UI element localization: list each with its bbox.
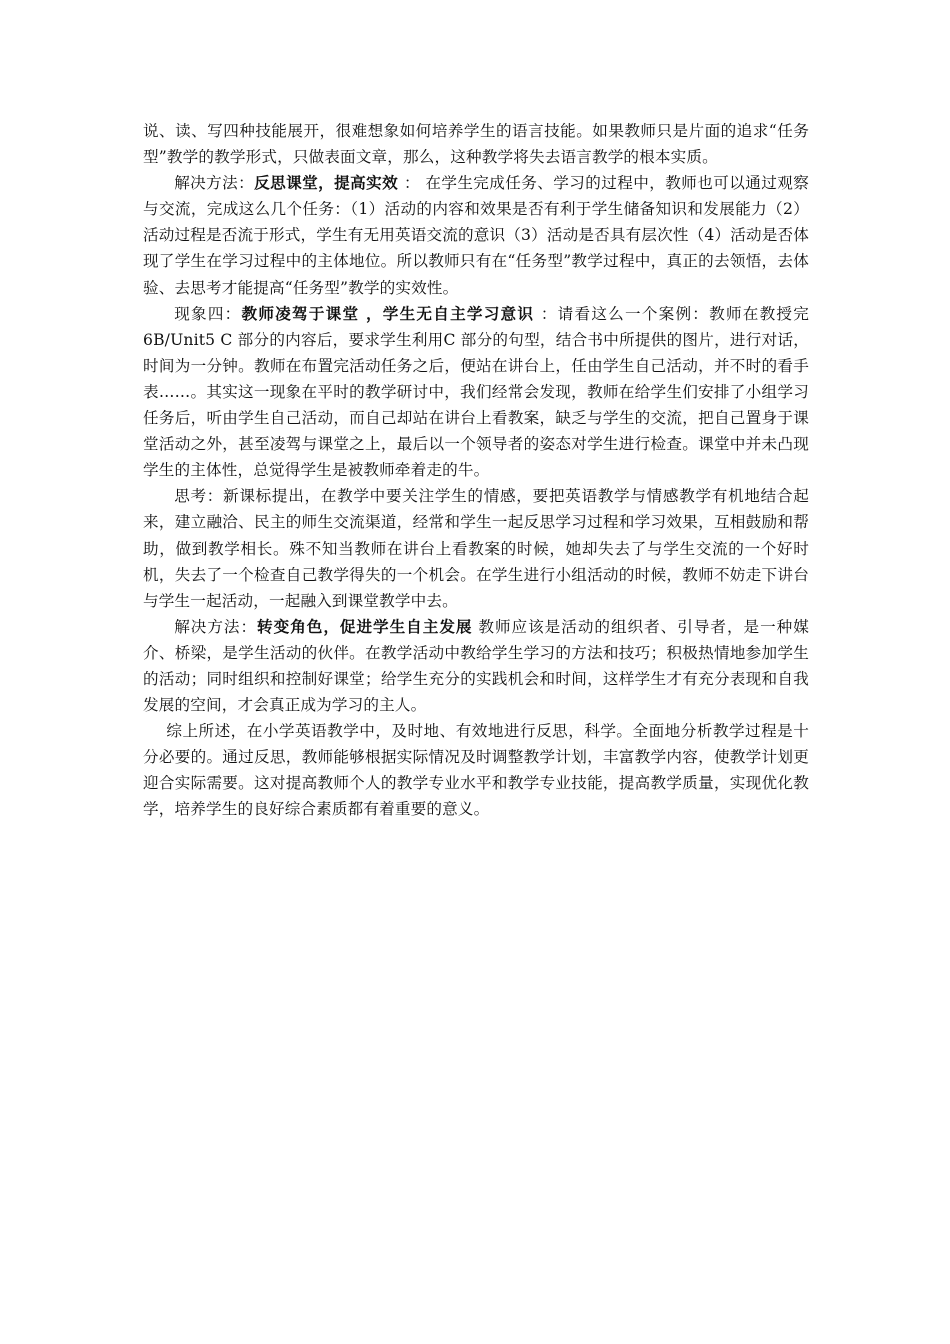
paragraph-text: ：请看这么一个案例：教师在教授完6B/Unit5 C 部分的内容后，要求学生利用C 部分的句型，结合书中所提供的图片，进行对话，时间为一分钟。教师在布置完活动任务之后，便站在讲台上，任由学生自己活动，并不时的看手表……。其实这一现象在平时的教学研讨中，我们经常会发现，教师在给学生们安排了小组学习任务后，听由学生自己活动，而自己却站在讲台上看教案，缺乏与学生的交流，把自己置身于课堂活动之外，甚至凌驾与课堂之上，最后以一个领导者的姿态对学生进行检查。课堂中并未凸现学生的主体性，总觉得学生是被教师牵着走的牛。 [143,304,809,480]
solution-heading-bold: 转变角色，促进学生自主发展 [257,616,473,636]
paragraph-4-thinking [143,483,809,613]
paragraph-6-conclusion [143,718,809,822]
solution-label: 解决方法： [174,617,258,636]
paragraph-text: 思考：新课标提出，在教学中要关注学生的情感，要把英语教学与情感教学有机地结合起来，建立融洽、民主的师生交流渠道，经常和学生一起反思学习过程和学习效果，互相鼓励和帮助，做到教学相长。殊不知当教师在讲台上看教案的时候，她却失去了与学生交流的一个好时机，失去了一个检查自己教学得失的一个机会。在学生进行小组活动的时候，教师不妨走下讲台与学生一起活动，一起融入到课堂教学中去。 [143,487,809,610]
paragraph-text: 综上所述，在小学英语教学中，及时地、有效地进行反思，科学。全面地分析教学过程是十分必要的。通过反思，教师能够根据实际情况及时调整教学计划，丰富教学内容，使教学计划更迎合实际需要。这对提高教师个人的教学专业水平和教学专业技能，提高教学质量，实现优化教学，培养学生的良好综合素质都有着重要的意义。 [143,722,809,819]
paragraph-5-solution-role [143,614,809,718]
solution-label: 解决方法： [174,174,255,193]
paragraph-2-solution-reflect [143,170,809,300]
solution-heading-bold: 反思课堂，提高实效 [254,173,404,193]
phenomenon-label: 现象四： [174,304,242,323]
paragraph-text: ： 在学生完成任务、学习的过程中，教师也可以通过观察与交流，完成这么几个任务：（1）活动的内容和效果是否有利于学生储备知识和发展能力（2）活动过程是否流于形式，学生有无用英语交流的意识（3）活动是否具有层次性（4）活动是否体现了学生在学习过程中的主体地位。所以教师只有在“任务型”教学过程中，真正的去领悟，去体验、去思考才能提高“任务型”教学的实效性。 [143,174,809,297]
paragraph-text: 说、读、写四种技能展开，很难想象如何培养学生的语言技能。如果教师只是片面的追求“任务型”教学的教学形式，只做表面文章，那么，这种教学将失去语言教学的根本实质。 [143,122,809,167]
paragraph-1 [143,118,809,170]
phenomenon-heading-bold: 教师凌驾于课堂 ，学生无自主学习意识 [241,303,541,323]
paragraph-text: 教师应该是活动的组织者、引导者，是一种媒介、桥梁，是学生活动的伙伴。在教学活动中教给学生学习的方法和技巧；积极热情地参加学生的活动；同时组织和控制好课堂；给学生充分的实践机会和时间，这样学生才有充分表现和自我发展的空间，才会真正成为学习的主人。 [143,617,809,715]
paragraph-3-phenomenon-four [143,301,809,484]
document-body [143,118,809,823]
